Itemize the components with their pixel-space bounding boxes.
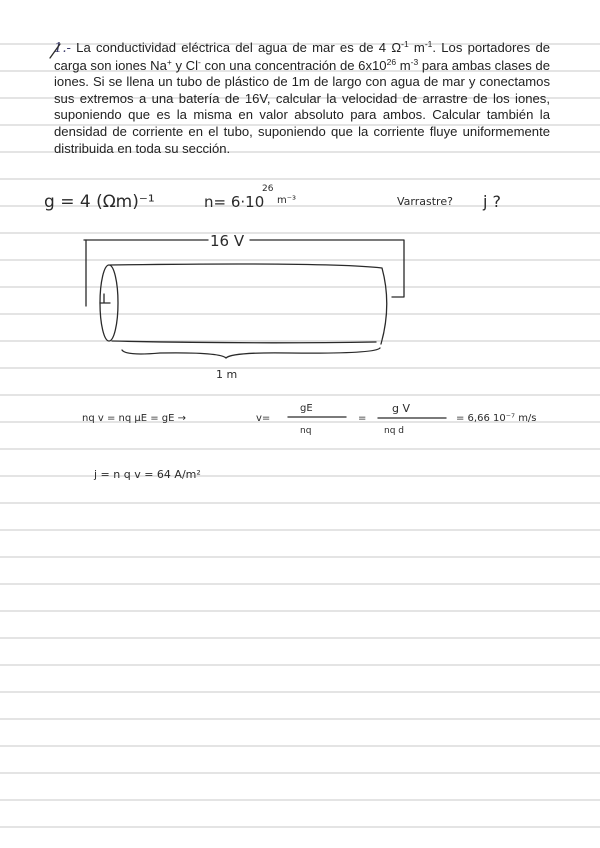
fraction-2-denominator: nq d bbox=[384, 426, 404, 436]
j-question: j ? bbox=[483, 192, 502, 211]
text: y Cl bbox=[171, 57, 199, 73]
sigma-given: g = 4 (Ωm)⁻¹ bbox=[44, 192, 155, 212]
exponent: 26 bbox=[386, 56, 397, 67]
v-arrastre-question: Varrastre? bbox=[397, 195, 453, 208]
exponent: -1 bbox=[401, 39, 409, 49]
problem-number-mark bbox=[50, 44, 60, 58]
charge-sign: - bbox=[198, 56, 201, 67]
unit: m bbox=[396, 57, 411, 73]
problem-line-1-end: . Los portadores bbox=[432, 40, 531, 55]
equation-1-equals: = bbox=[358, 413, 367, 424]
fraction-1-numerator: gE bbox=[300, 403, 313, 414]
problem-line-2: de carga son iones Na bbox=[54, 40, 551, 73]
n-unit: m⁻³ bbox=[277, 195, 297, 206]
exponent: -3 bbox=[410, 56, 419, 67]
n-given: n= 6·10 bbox=[204, 193, 265, 211]
equation-1-result: = 6,66 10⁻⁷ m/s bbox=[456, 413, 537, 424]
problem-line-1: La conductividad eléctrica del agua de mar es de 4 Ω bbox=[76, 40, 402, 55]
battery-voltage-label: 16 V bbox=[210, 232, 245, 250]
problem-rest: clases de iones. Si se llena un tubo de plástico de 1m de largo con agua de mar y conectamos sus extremos a una batería de 16V, calcular la velocidad de arrastre de los iones, suponiendo que es la misma en valor absoluto para ambos. Calcular también la densidad de corriente en el tubo, suponiendo que la corriente fluye uniformemente distribuida en toda su sección. bbox=[54, 57, 550, 156]
n-exponent: 26 bbox=[262, 184, 274, 194]
exponent: -1 bbox=[424, 39, 433, 49]
text: con una concentración de 6x10 bbox=[200, 57, 387, 73]
equation-1-left: nq v = nq μE = gE → bbox=[82, 413, 187, 424]
current-density-equation: j = n q v = 64 A/m² bbox=[94, 468, 201, 481]
tube-drawing bbox=[84, 240, 404, 358]
text: para ambas bbox=[418, 57, 491, 73]
problem-number: 1.- bbox=[54, 41, 71, 56]
equation-1-v: v= bbox=[256, 413, 271, 424]
tube-length-label: 1 m bbox=[216, 368, 238, 381]
fraction-2-numerator: g V bbox=[392, 402, 411, 415]
charge-sign: + bbox=[166, 56, 172, 67]
fraction-1-denominator: nq bbox=[300, 426, 312, 436]
unit: m bbox=[408, 40, 425, 55]
